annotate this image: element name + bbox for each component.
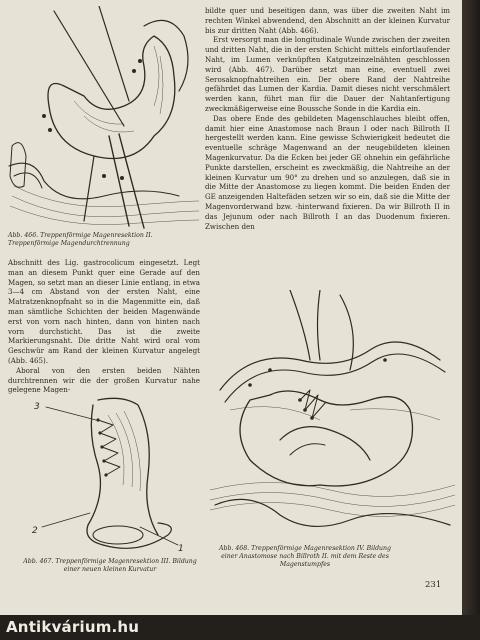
paragraph: Erst versorgt man die longitudinale Wunde zwischen der zweiten und dritten Naht, die in der ersten Schicht mittels einfortlaufender Naht, im Lumen verknüpften Katgutzeinzelnähten geschlossen wird (Abb. 467). Darüber setzt man eine, eventuell zwei Serosaknopfnahtreihen ein. Der obere Rand der Nahtreihe gefährdet das Lumen der Kardia. Damit dieses nicht verschmälert werden kann, führt man für die Dauer der Nahtanfertigung zweckmäßigerweise eine Boussche Sonde in die Kardia ein. <box>205 35 450 113</box>
watermark-logo: Antikvárium.hu <box>6 618 140 636</box>
paragraph: Aboral von den ersten beiden Nähten durchtrennen wir die der großen Kurvatur nahe gelegene Magen- <box>8 365 200 395</box>
paragraph: bildte quer und beseitigen dann, was über die zweiten Naht im rechten Winkel abwendend, den Abschnitt an der kleinen Kurvatur bis zur dritten Naht (Abb. 466). <box>205 6 450 35</box>
figure-467-label-1: 1 <box>178 544 184 554</box>
book-spine <box>462 0 480 640</box>
figure-467-label-2: 2 <box>32 526 38 536</box>
paragraph: Das obere Ende des gebildeten Magenschlauches bleibt offen, damit hier eine Anastomose nach Braun I oder nach Billroth II hergestellt werden kann. Eine gewisse Schwierigkeit bedeutet die eventuelle schräge Magenwand an der neugebildeten kleinen Magenkurvatur. Da die Ecken bei jeder GE ohnehin ein gefährliche Punkte darstellen, erscheint es zweckmäßig, die Nahtreihe an der kleinen Kurvatur um 90° zu drehen und so anzulegen, daß sie in die Mitte der Anastomose zu liegen kommt. Die beiden Enden der GE anzeigenden Haltefäden setzen wir so ein, daß sie die Mitte der Magenvorderwand bzw. -hinterwand fixieren. Da wir Billroth II in das Jejunum oder nach Billroth I an das Duodenum fixieren. Zwischen den <box>205 113 450 231</box>
figure-467-drawing <box>28 395 198 555</box>
figure-468-caption: Abb. 468. Treppenförmige Magenresektion IV. Bildung einer Anastomose nach Billroth II. mit dem Reste des Magenstumpfes <box>219 545 391 568</box>
figure-467-label-3: 3 <box>34 402 40 412</box>
left-column-text <box>8 258 200 395</box>
figure-467-caption: Abb. 467. Treppenförmige Magenresektion III. Bildung einer neuen kleinen Kurvatur <box>23 558 197 573</box>
figure-466-drawing <box>4 6 200 232</box>
page-number: 231 <box>425 580 442 590</box>
figure-468-drawing <box>210 290 455 540</box>
right-column-text <box>205 6 450 231</box>
figure-466-caption: Abb. 466. Treppenförmige Magenresektion II. Treppenförmige Magendurchtrennung <box>8 232 153 247</box>
paragraph: Abschnitt des Lig. gastrocolicum eingesetzt. Legt man an diesem Punkt quer eine Gerade auf den Magen, so setzt man an dieser Linie entlang, in etwa 3—4 cm Abstand von der ersten Naht, eine Matratzenknopfnaht so in die Magenmitte ein, daß man sämtliche Schichten der beiden Magenwände erst von vorn nach hinten, dann von hinten nach vorn durchsticht. Das ist die zweite Markierungsnaht. Die dritte Naht wird oral vom Geschwür am Rand der kleinen Kurvatur angelegt (Abb. 465). <box>8 258 200 365</box>
